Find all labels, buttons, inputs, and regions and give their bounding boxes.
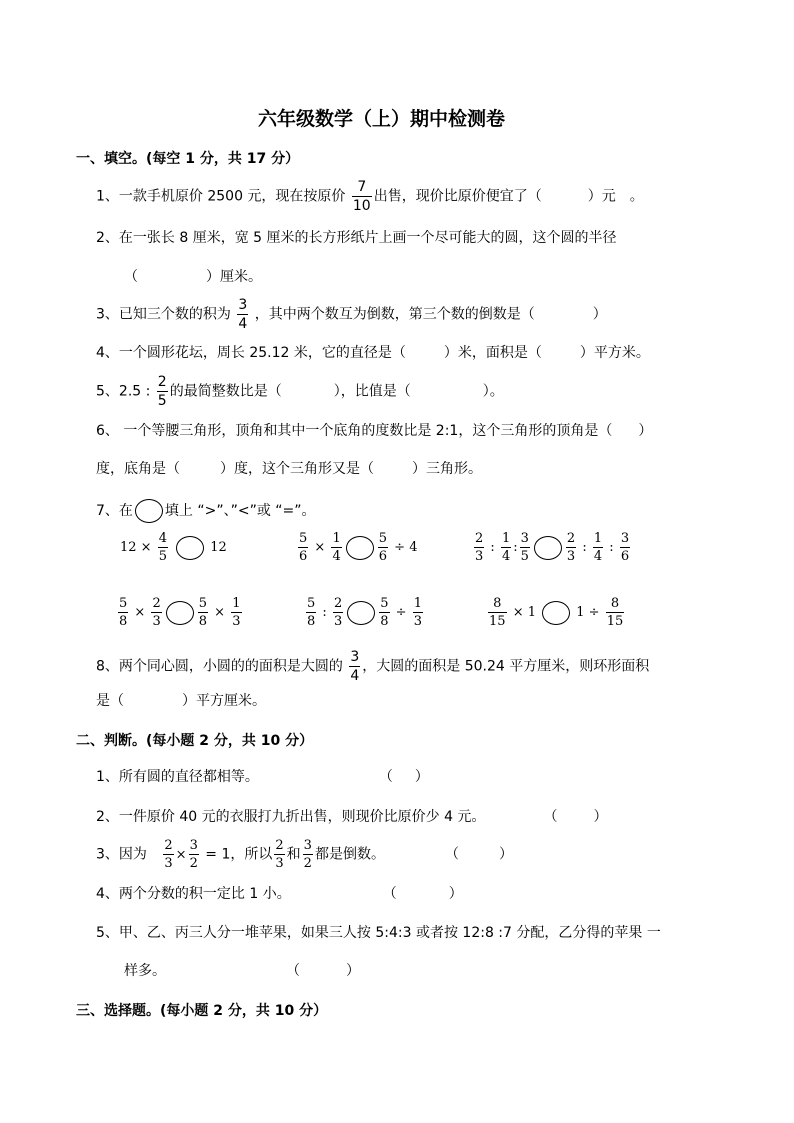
section-heading-multiple-choice: 三、选择题。(每小题 2 分，共 10 分） [76, 1003, 328, 1019]
section-heading-fill-blank: 一、填空。(每空 1 分，共 17 分） [76, 151, 300, 167]
question-2-5-cont: 样多。 （ ） [124, 963, 360, 979]
fraction: $\frac{3}{4}$ [350, 649, 360, 684]
compare-3: $\frac{2}{3}$ : $\frac{1}{4}$ : $\frac{3}{5}$ $\frac{2}{3}$ : $\frac{1}{4}$ : $\frac{3}{6}$ [475, 531, 630, 564]
question-2-5: 5、甲、乙、丙三人分一堆苹果，如果三人按 5:4:3 或者按 12:8 :7 分配，乙分得的苹果 一 [96, 925, 661, 941]
page-title: 六年级数学（上）期中检测卷 [258, 108, 506, 130]
question-1-7: 7、在 填上 “>”、”<”或 “=”。 [96, 499, 316, 523]
question-1-8-cont: 是（ ）平方厘米。 [96, 693, 266, 709]
answer-circle[interactable] [166, 601, 194, 625]
answer-circle[interactable] [176, 536, 204, 560]
compare-5: $\frac{5}{8}$ : $\frac{2}{3}$ $\frac{5}{8}$ ÷ $\frac{1}{3}$ [307, 596, 422, 629]
question-1-5: 5、2.5 : $\frac{2}{5}$ 的最简整数比是（ ），比值是（ ）。 [96, 374, 504, 409]
answer-circle[interactable] [542, 601, 570, 625]
compare-circle-icon [135, 499, 163, 523]
question-1-4: 4、一个圆形花坛，周长 25.12 米，它的直径是（ ）米，面积是（ ）平方米。 [96, 345, 650, 361]
fraction: $\frac{3}{4}$ [238, 297, 248, 332]
question-1-2-cont: （ ）厘米。 [124, 269, 262, 285]
fraction: $\frac{7}{10}$ [352, 179, 371, 214]
compare-2: $\frac{5}{6}$ × $\frac{1}{4}$ $\frac{5}{6}$ ÷ 4 [299, 531, 418, 564]
compare-6: $\frac{8}{15}$ × 1 1 ÷ $\frac{8}{15}$ [489, 596, 624, 629]
compare-1: 12 × $\frac{4}{5}$ 12 [120, 531, 227, 564]
answer-circle[interactable] [534, 536, 562, 560]
question-1-8: 8、两个同心圆，小圆的的面积是大圆的 $\frac{3}{4}$ ，大圆的面积是 50.24 平方厘米，则环形面积 [96, 649, 650, 684]
question-2-3: 3、因为 $\frac{2}{3}$ × $\frac{3}{2}$ = 1，所以 $\frac{2}{3}$ 和 $\frac{3}{2}$ 都是倒数。 （ ） [96, 838, 513, 871]
question-1-6-cont: 度，底角是（ ）度，这个三角形又是（ ）三角形。 [96, 461, 482, 477]
question-1-2: 2、在一张长 8 厘米，宽 5 厘米的长方形纸片上画一个尽可能大的圆，这个圆的半径 [96, 230, 617, 246]
question-1-3: 3、已知三个数的积为 $\frac{3}{4}$ ，其中两个数互为倒数，第三个数的倒数是（ ） [96, 297, 607, 332]
question-2-2: 2、一件原价 40 元的衣服打九折出售，则现价比原价少 4 元。 （ ） [96, 809, 608, 825]
question-1-1: 1、一款手机原价 2500 元，现在按原价 $\frac{7}{10}$ 出售，现价比原价便宜了（ ）元 。 [96, 179, 644, 214]
answer-circle[interactable] [346, 536, 374, 560]
question-2-4: 4、两个分数的积一定比 1 小。 （ ） [96, 886, 463, 902]
question-1-6: 6、 一个等腰三角形，顶角和其中一个底角的度数比是 2:1，这个三角形的顶角是（ ） [96, 423, 653, 439]
section-heading-true-false: 二、判断。(每小题 2 分，共 10 分） [76, 733, 314, 749]
question-2-1: 1、所有圆的直径都相等。 （ ） [96, 769, 429, 785]
answer-circle[interactable] [347, 601, 375, 625]
compare-4: $\frac{5}{8}$ × $\frac{2}{3}$ $\frac{5}{8}$ × $\frac{1}{3}$ [119, 596, 241, 629]
fraction: $\frac{2}{5}$ [157, 374, 167, 409]
